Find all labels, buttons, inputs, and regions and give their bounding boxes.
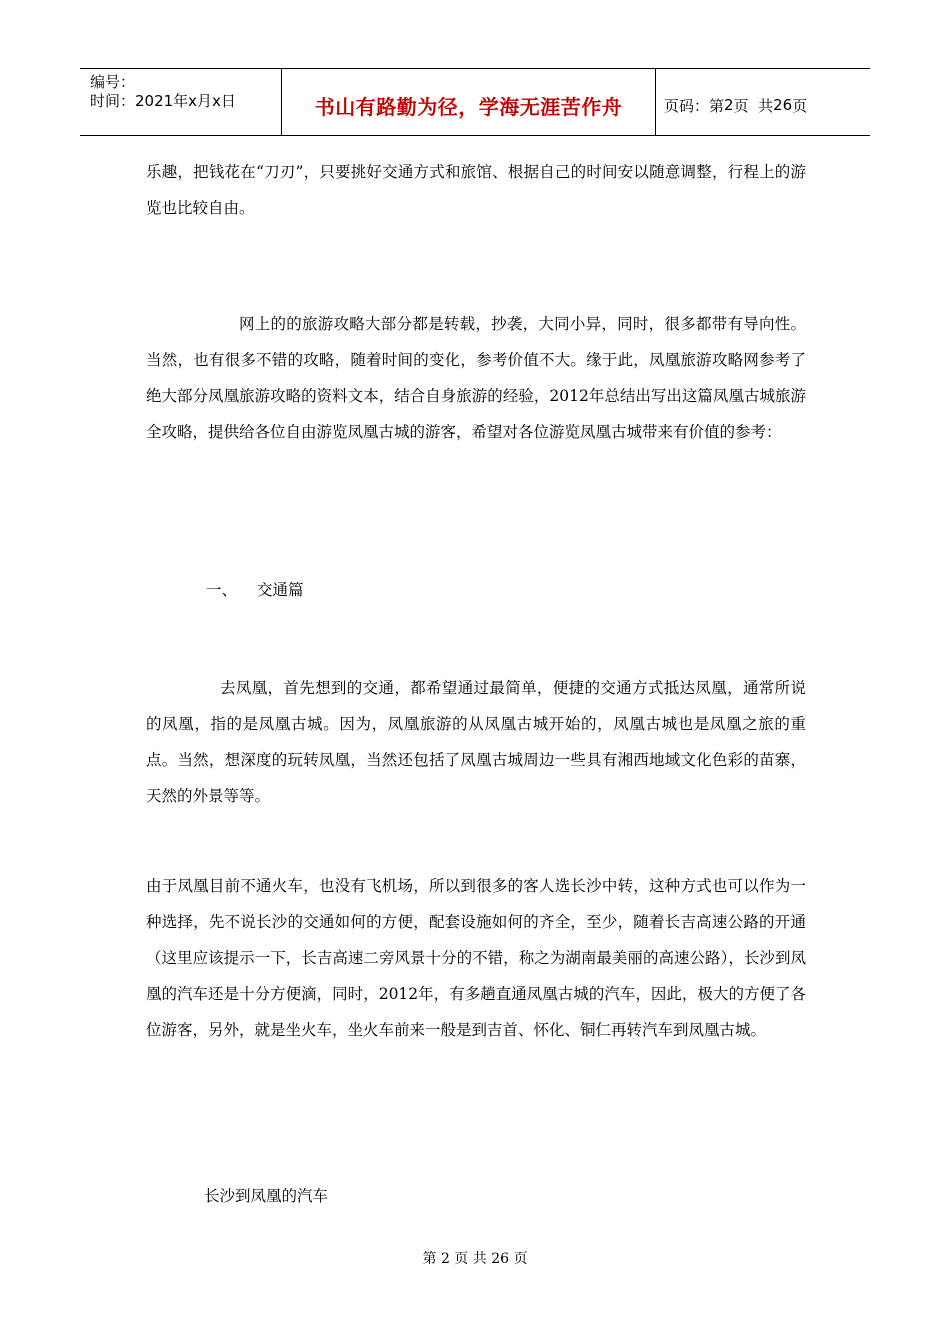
paragraph: 去凤凰，首先想到的交通，都希望通过最简单，便捷的交通方式抵达凤凰，通常所说的凤凰，指的是凤凰古城。因为，凤凰旅游的从凤凰古城开始的，凤凰古城也是凤凰之旅的重点。当然，想深度的玩转凤凰，当然还包括了凤凰古城周边一些具有湘西地域文化色彩的苗寨，天然的外景等等。 — [146, 679, 806, 805]
footer-page-number: 第 2 页 共 26 页 — [422, 1251, 528, 1267]
header-page-number — [656, 69, 870, 135]
page-suffix: 页 — [792, 96, 808, 115]
paragraph: 网上的的旅游攻略大部分都是转载，抄袭，大同小异，同时，很多都带有导向性。当然，也有很多不错的攻略，随着时间的变化，参考价值不大。缘于此，凤凰旅游攻略网参考了绝大部分凤凰旅游攻略的资料文本，结合自身旅游的经验，2012年总结出写出这篇凤凰古城旅游全攻略，提供给各位自由游览凤凰古城的游客，希望对各位游览凤凰古城带来有价值的参考： — [146, 315, 806, 441]
document-number-label: 编号： — [90, 73, 136, 91]
paragraph: 由于凤凰目前不通火车，也没有飞机场，所以到很多的客人选长沙中转，这种方式也可以作为一种选择，先不说长沙的交通如何的方便，配套设施如何的齐全，至少，随着长吉高速公路的开通（这里应该提示一下，长吉高速二旁风景十分的不错，称之为湖南最美丽的高速公路），长沙到凤凰的汽车还是十分方便滴，同时，2012年，有多趟直通凤凰古城的汽车，因此，极大的方便了各位游客，另外，就是坐火车，坐火车前来一般是到吉首、怀化、铜仁再转汽车到凤凰古城。 — [146, 877, 806, 1039]
header-motto: 书山有路勤为径，学海无涯苦作舟 — [314, 94, 623, 119]
header-motto-cell — [282, 69, 656, 135]
document-time: 时间：2021年x月x日 — [90, 92, 236, 110]
page-total: 26 — [773, 96, 793, 114]
section-heading — [146, 572, 806, 608]
header-meta — [80, 69, 282, 135]
paragraph: 乐趣，把钱花在“刀刃”，只要挑好交通方式和旅馆、根据自己的时间安以随意调整，行程上的游览也比较自由。 — [146, 163, 806, 217]
section-number: 一、 — [206, 581, 238, 599]
page-header — [80, 68, 870, 136]
page-prefix: 页码：第 — [664, 96, 725, 115]
page-mid: 页 共 — [733, 96, 774, 115]
page-footer — [0, 1248, 950, 1268]
page-current: 2 — [724, 96, 734, 114]
subheading: 长沙到凤凰的汽车 — [204, 1187, 329, 1205]
section-title: 交通篇 — [256, 581, 304, 599]
